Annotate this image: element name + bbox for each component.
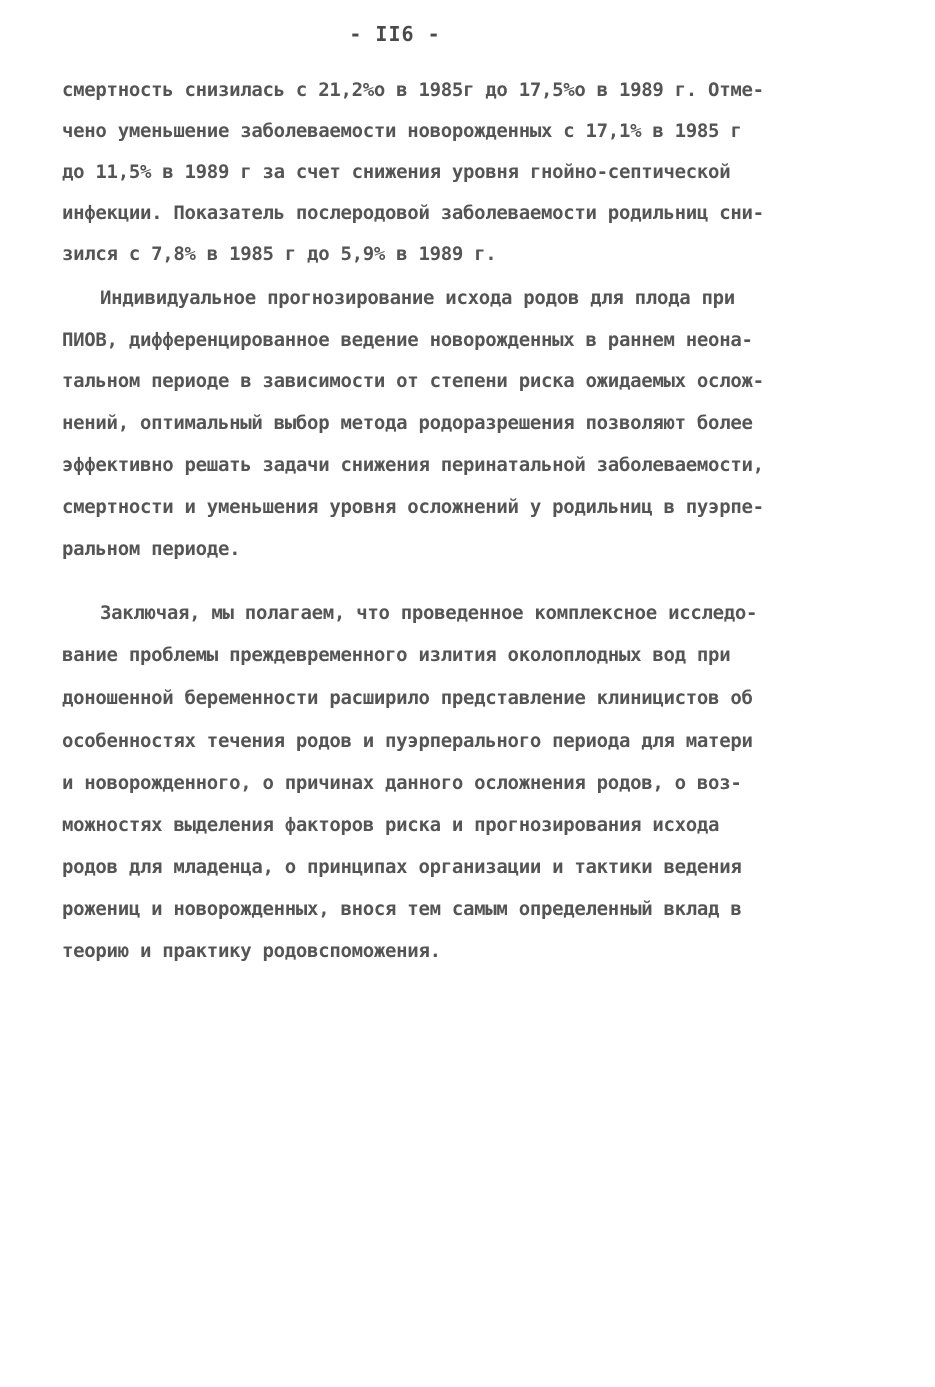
text-line: Индивидуальное прогнозирование исхода родов для плода при bbox=[100, 287, 735, 309]
text-line: смертность снизилась с 21,2%о в 1985г до 17,5%о в 1989 г. Отме- bbox=[62, 79, 764, 101]
text-line: можностях выделения факторов риска и прогнозирования исхода bbox=[62, 814, 720, 836]
text-line: рожениц и новорожденных, внося тем самым определенный вклад в bbox=[62, 898, 742, 920]
text-line: тальном периоде в зависимости от степени риска ожидаемых ослож- bbox=[62, 370, 764, 392]
text-line: родов для младенца, о принципах организации и тактики ведения bbox=[62, 856, 742, 878]
text-line: Заключая, мы полагаем, что проведенное комплексное исследо- bbox=[100, 602, 758, 624]
text-line: зился с 7,8% в 1985 г до 5,9% в 1989 г. bbox=[62, 243, 497, 265]
text-line: особенностях течения родов и пуэрперального периода для матери bbox=[62, 730, 753, 752]
text-line: смертности и уменьшения уровня осложнений у родильниц в пуэрпе- bbox=[62, 496, 764, 518]
text-line: ральном периоде. bbox=[62, 538, 241, 560]
text-line: доношенной беременности расширило представление клиницистов об bbox=[62, 687, 753, 709]
text-line: и новорожденного, о причинах данного осложнения родов, о воз- bbox=[62, 772, 742, 794]
text-line: ПИОВ, дифференцированное ведение новорожденных в раннем неона- bbox=[62, 329, 753, 351]
text-line: до 11,5% в 1989 г за счет снижения уровня гнойно-септической bbox=[62, 161, 731, 183]
text-line: теорию и практику родовспоможения. bbox=[62, 940, 441, 962]
text-line: вание проблемы преждевременного излития околоплодных вод при bbox=[62, 644, 731, 666]
page-number: - II6 - bbox=[349, 22, 441, 46]
text-line: инфекции. Показатель послеродовой заболеваемости родильниц сни- bbox=[62, 202, 764, 224]
text-line: чено уменьшение заболеваемости новорожденных с 17,1% в 1985 г bbox=[62, 120, 742, 142]
text-line: эффективно решать задачи снижения перинатальной заболеваемости, bbox=[62, 454, 764, 476]
text-line: нений, оптимальный выбор метода родоразрешения позволяют более bbox=[62, 412, 753, 434]
